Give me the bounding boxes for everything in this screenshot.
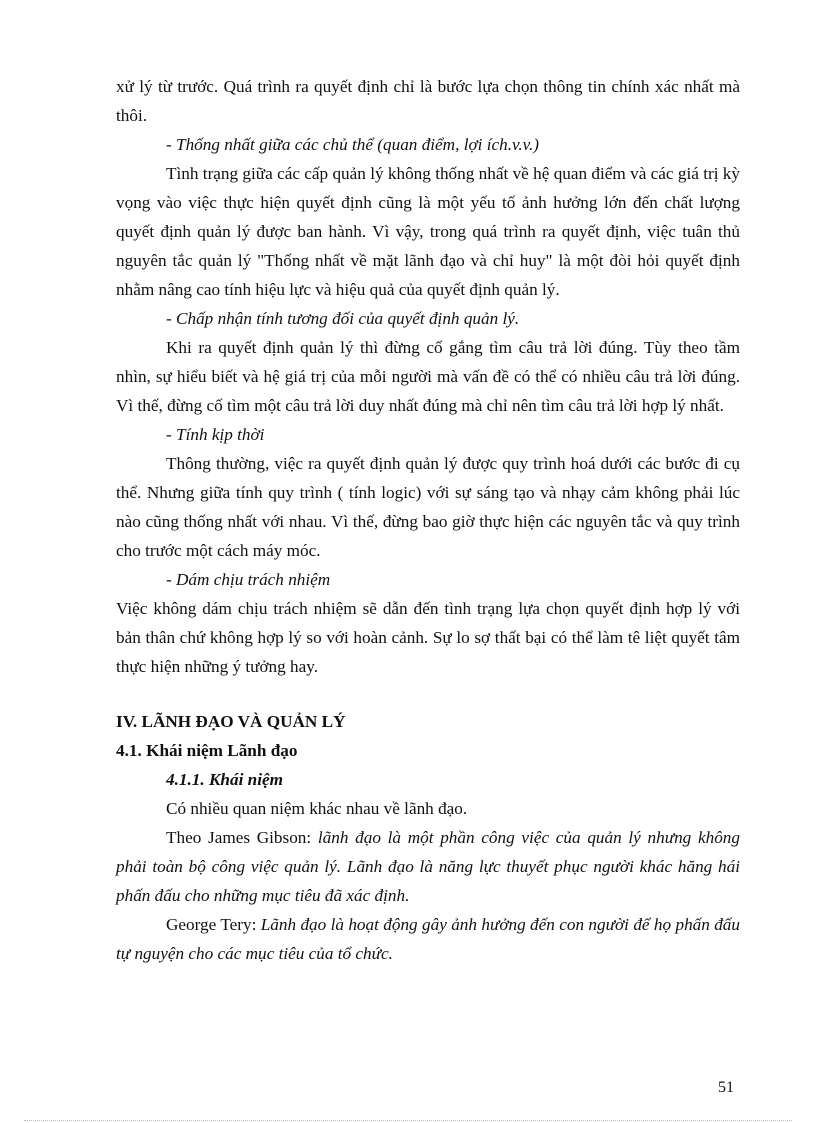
subheading-consistency: - Thống nhất giữa các chủ thể (quan điểm, lợi ích.v.v.) — [166, 135, 540, 154]
quote-tery — [116, 910, 740, 968]
section-heading: IV. LÃNH ĐẠO VÀ QUẢN LÝ — [116, 712, 346, 731]
quote-author: Theo James Gibson: — [166, 828, 312, 847]
quote-text: Lãnh đạo là hoạt động gây ảnh hưởng đến con người để họ phấn đấu tự nguyện cho các mục tiêu của tổ chức. — [116, 915, 740, 963]
document-page — [116, 72, 740, 968]
paragraph-2: Tình trạng giữa các cấp quản lý không thống nhất về hệ quan điểm và các giá trị kỳ vọng vào việc thực hiện quyết định cũng là một yếu tố ảnh hưởng lớn đến chất lượng quyết định quản lý được ban hành. Vì vậy, trong quá trình ra quyết định, việc tuân thủ nguyên tắc quản lý "Thống nhất về mặt lãnh đạo và chỉ huy" là một đòi hỏi quyết định nhằm nâng cao tính hiệu lực và hiệu quả của quyết định quản lý. — [116, 164, 740, 299]
subheading-responsibility: - Dám chịu trách nhiệm — [166, 570, 331, 589]
paragraph-1: xử lý từ trước. Quá trình ra quyết định chỉ là bước lựa chọn thông tin chính xác nhất mà thôi. — [116, 77, 740, 125]
subsection-heading: 4.1. Khái niệm Lãnh đạo — [116, 741, 298, 760]
quote-author: George Tery: — [166, 915, 257, 934]
paragraph-4: Thông thường, việc ra quyết định quản lý được quy trình hoá dưới các bước đi cụ thể. Nhưng giữa tính quy trình ( tính logic) với sự sáng tạo và nhạy cảm không phải lúc nào cũng thống nhất với nhau. Vì thế, đừng bao giờ thực hiện các nguyên tắc và quy trình cho trước một cách máy móc. — [116, 454, 740, 560]
subsubsection-heading: 4.1.1. Khái niệm — [166, 770, 283, 789]
page-number: 51 — [718, 1079, 734, 1096]
quote-gibson — [116, 823, 740, 910]
paragraph-5: Việc không dám chịu trách nhiệm sẽ dẫn đến tình trạng lựa chọn quyết định hợp lý với bản thân chứ không hợp lý so với hoàn cảnh. Sự lo sợ thất bại có thể làm tê liệt quyết tâm thực hiện những ý tưởng hay. — [116, 599, 740, 676]
subheading-timeliness: - Tính kịp thời — [166, 425, 265, 444]
quote-text: lãnh đạo là một phần công việc của quản lý nhưng không phải toàn bộ công việc quản lý. Lãnh đạo là năng lực thuyết phục người khác hăng hái phấn đấu cho những mục tiêu đã xác định. — [116, 828, 740, 905]
subheading-relativity: - Chấp nhận tính tương đối của quyết định quản lý. — [166, 309, 520, 328]
lead-sentence: Có nhiều quan niệm khác nhau về lãnh đạo. — [166, 799, 468, 818]
footer-divider — [24, 1120, 792, 1121]
paragraph-3: Khi ra quyết định quản lý thì đừng cố gắng tìm câu trả lời đúng. Tùy theo tầm nhìn, sự hiểu biết và hệ giá trị của mỗi người mà vấn đề có thể có nhiều câu trả lời đúng. Vì thế, đừng cố tìm một câu trả lời duy nhất đúng mà chỉ nên tìm câu trả lời hợp lý nhất. — [116, 338, 740, 415]
